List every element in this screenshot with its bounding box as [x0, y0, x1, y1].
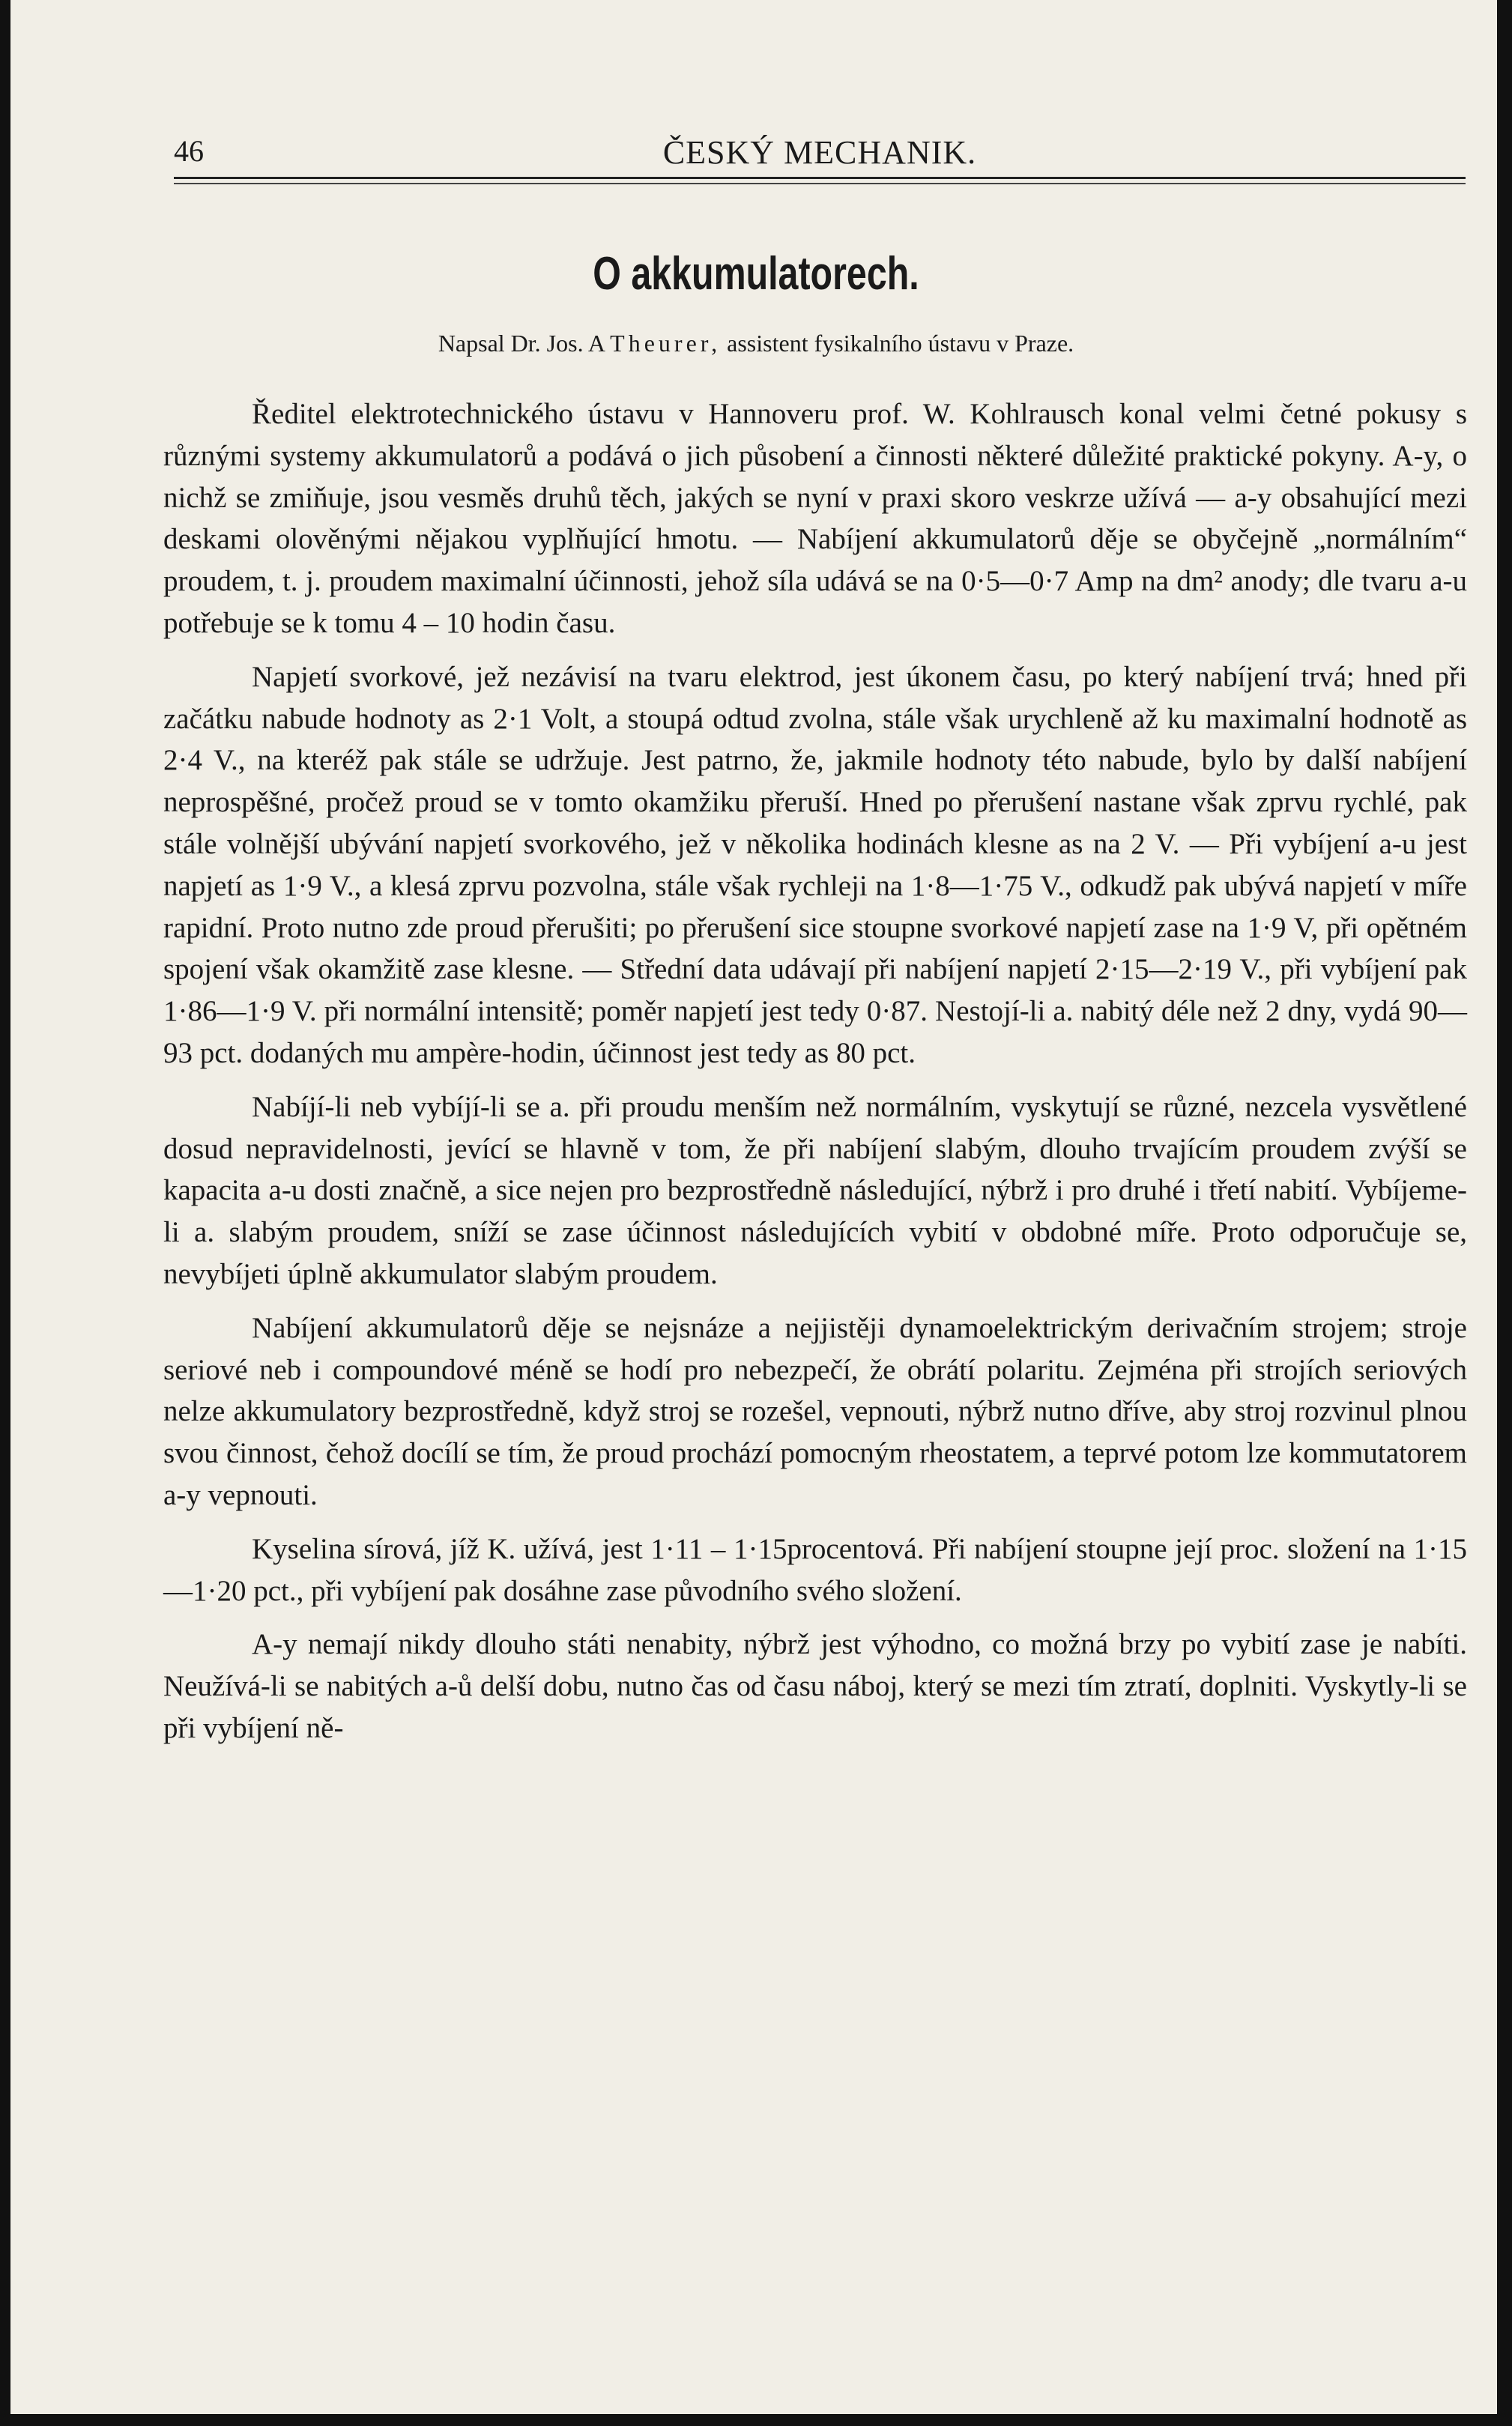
running-head	[174, 133, 1466, 171]
scan-edge-left	[0, 0, 10, 2426]
article-body	[163, 393, 1467, 1761]
scan-edge-bottom	[0, 2414, 1512, 2426]
byline-author: Theurer,	[610, 330, 722, 357]
paragraph-4: Nabíjení akkumulatorů děje se nejsnáze a nejjistěji dynamoelektrickým derivačním strojem; stroje seriové neb i compoundové méně se hodí pro nebezpečí, že obrátí polaritu. Zejména při strojích seriových nelze akkumulatory bezprostředně, když stroj se rozešel, vepnouti, nýbrž nutno dříve, aby stroj rozvinul plnou svou činnost, čehož docílí se tím, že proud prochází pomocným rheostatem, a teprvé potom lze kommutatorem a-y vepnouti.	[163, 1311, 1467, 1511]
journal-title: ČESKÝ MECHANIK.	[662, 134, 977, 171]
paragraph-6: A-y nemají nikdy dlouho státi nenabity, nýbrž jest výhodno, co možná brzy po vybití zase je nabíti. Neužívá-li se nabitých a-ů delší dobu, nutno čas od času náboj, který se mezi tím ztratí, doplniti. Vyskytly-li se při vybíjení ně-	[163, 1628, 1467, 1744]
byline-suffix: assistent fysikalního ústavu v Praze.	[727, 330, 1074, 357]
paragraph-3: Nabíjí-li neb vybíjí-li se a. při proudu menším než normálním, vyskytují se různé, nezcela vysvětlené dosud nepravidelnosti, jevící se hlavně v tom, že při nabíjení slabým, dlouho trvajícím proudem zvýší se kapacita a-u dosti značně, a sice nejen pro bezprostředně následující, nýbrž i pro druhé i třetí nabití. Vybíjeme-li a. slabým proudem, sníží se zase účinnost následujících vybití v obdobné míře. Proto odporučuje se, nevybíjeti úplně akkumulator slabým proudem.	[163, 1090, 1467, 1290]
byline	[0, 330, 1512, 357]
paragraph-2: Napjetí svorkové, jež nezávisí na tvaru elektrod, jest úkonem času, po který nabíjení trvá; hned při začátku nabude hodnoty as 2·1 Volt, a stoupá odtud zvolna, stále však urychleně až ku maximalní hodnotě as 2·4 V., na kteréž pak stále se udržuje. Jest patrno, že, jakmile hodnoty této nabude, bylo by další nabíjení neprospěšné, pročež proud se v tomto okamžiku přeruší. Hned po přerušení nastane však zprvu rychlé, pak stále volnější ubývání napjetí svorkového, jež v několika hodinách klesne as na 2 V. — Při vybíjení a-u jest napjetí as 1·9 V., a klesá zprvu pozvolna, stále však rychleji na 1·8—1·75 V., odkudž pak ubývá napjetí v míře rapidní. Proto nutno zde proud přerušiti; po přerušení sice stoupne svorkové napjetí zase na 1·9 V, při opětném spojení však okamžitě zase klesne. — Střední data udávají při nabíjení napjetí 2·15—2·19 V., při vybíjení pak 1·86—1·9 V. při normální intensitě; poměr napjetí jest tedy 0·87. Nestojí-li a. nabitý déle než 2 dny, vydá 90—93 pct. dodaných mu ampère-hodin, účinnost jest tedy as 80 pct.	[163, 660, 1467, 1069]
scan-edge-right	[1497, 0, 1512, 2426]
article-title: O akkumulatorech.	[593, 248, 919, 300]
paragraph-1: Ředitel elektrotechnického ústavu v Hannoveru prof. W. Kohlrausch konal velmi četné pokusy s různými systemy akkumulatorů a podává o jich působení a činnosti některé důležité praktické pokyny. A-y, o nichž se zmiňuje, jsou vesměs druhů těch, jakých se nyní v praxi skoro veskrze užívá — a-y obsahující mezi deskami olověnými nějakou vyplňující hmotu. — Nabíjení akkumulatorů děje se obyčejně „normálním“ proudem, t. j. proudem maximalní účinnosti, jehož síla udává se na 0·5—0·7 Amp na dm² anody; dle tvaru a-u potřebuje se k tomu 4 – 10 hodin času.	[163, 398, 1467, 639]
header-rule-bottom	[174, 183, 1466, 184]
byline-prefix: Napsal Dr. Jos. A	[438, 330, 605, 357]
paragraph-5: Kyselina sírová, jíž K. užívá, jest 1·11 – 1·15procentová. Při nabíjení stoupne její proc. složení na 1·15—1·20 pct., při vybíjení pak dosáhne zase původního svého složení.	[163, 1532, 1467, 1607]
header-rule-top	[174, 177, 1466, 179]
page-number: 46	[174, 134, 204, 168]
